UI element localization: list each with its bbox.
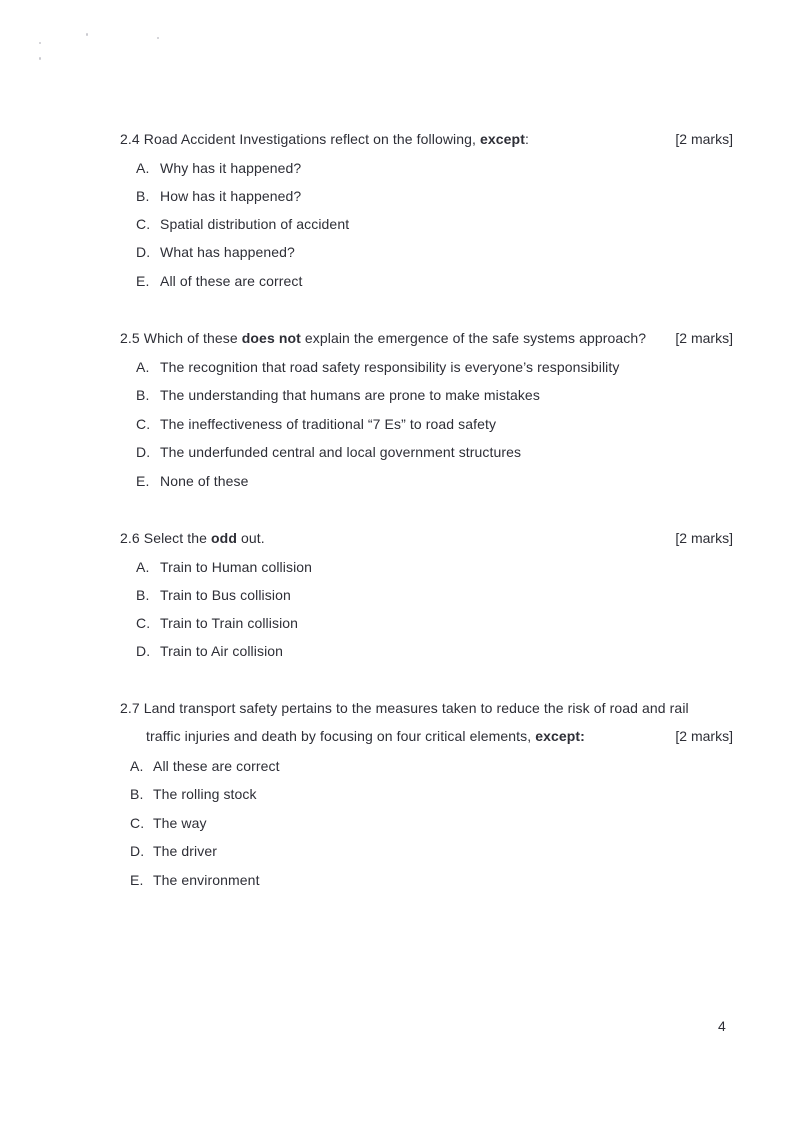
option-row [136,557,312,577]
option-text: The ineffectiveness of traditional “7 Es” to road safety [160,416,497,432]
option-text: All these are correct [153,758,280,774]
option-text: What has happened? [160,244,295,260]
option-row [136,214,349,234]
option-text: The rolling stock [153,786,257,802]
question-text-prefix: 2.5 Which of these [120,330,242,346]
option-text: The environment [153,872,260,888]
option-row [130,841,217,861]
option-row [136,442,521,462]
question-text-prefix: traffic injuries and death by focusing on four critical elements, [146,728,536,744]
question-text-bold: except [480,131,525,147]
option-letter: D. [136,244,151,260]
option-letter: A. [136,160,150,176]
option-letter: C. [130,815,145,831]
option-row [136,385,540,405]
question-2-7-text-line2 [146,726,585,746]
scan-speck [157,37,159,39]
option-letter: E. [130,872,144,888]
question-text-suffix: out. [236,530,265,546]
option-text: Train to Train collision [160,615,299,631]
question-2-7-text-line1: 2.7 Land transport safety pertains to the measures taken to reduce the risk of road and rail [120,700,689,716]
option-text: The recognition that road safety responsibility is everyone’s responsibility [160,359,620,375]
question-text-suffix: explain the emergence of the safe systems approach? [300,330,647,346]
question-text-prefix: 2.6 Select the [120,530,212,546]
option-letter: B. [136,587,150,603]
question-text-bold: odd [211,530,237,546]
option-letter: E. [136,273,150,289]
question-text-suffix: : [524,131,529,147]
option-row [136,271,302,291]
option-row [136,186,301,206]
marks-label: [2 marks] [675,330,733,346]
option-letter: A. [136,359,150,375]
option-row [136,242,295,262]
marks-label: [2 marks] [675,530,733,546]
option-letter: C. [136,416,151,432]
option-letter: D. [136,444,151,460]
option-text: Train to Bus collision [160,587,291,603]
option-row [136,471,248,491]
question-text-prefix: 2.4 Road Accident Investigations reflect on the following, [120,131,481,147]
option-row [136,414,496,434]
option-letter: E. [136,473,150,489]
option-letter: C. [136,216,151,232]
option-row [136,585,291,605]
scan-speck [39,42,41,44]
scan-speck [39,57,41,60]
option-letter: D. [130,843,145,859]
option-text: Why has it happened? [160,160,302,176]
option-row [130,756,280,776]
option-text: The understanding that humans are prone to make mistakes [160,387,540,403]
option-text: How has it happened? [160,188,302,204]
option-row [136,158,301,178]
question-text-bold: does not [241,330,301,346]
option-text: The driver [153,843,218,859]
option-text: The way [153,815,207,831]
option-row [130,870,260,890]
option-letter: A. [136,559,150,575]
option-row [136,613,298,633]
option-letter: B. [136,387,150,403]
marks-label: [2 marks] [675,728,733,744]
question-2-4-text [120,129,529,149]
option-text: None of these [160,473,249,489]
question-2-6-text [120,528,265,548]
option-text: Train to Air collision [160,643,284,659]
option-row [136,641,283,661]
option-text: Train to Human collision [160,559,313,575]
question-2-5-text [120,328,646,348]
option-text: All of these are correct [160,273,303,289]
page-number: 4 [718,1018,726,1034]
option-row [136,357,619,377]
option-letter: D. [136,643,151,659]
option-letter: C. [136,615,151,631]
option-text: The underfunded central and local government structures [160,444,522,460]
option-text: Spatial distribution of accident [160,216,350,232]
option-row [130,813,207,833]
option-letter: B. [136,188,150,204]
option-letter: B. [130,786,144,802]
scan-speck [86,33,88,36]
question-text-bold: except: [535,728,585,744]
option-row [130,784,257,804]
marks-label: [2 marks] [675,131,733,147]
option-letter: A. [130,758,144,774]
